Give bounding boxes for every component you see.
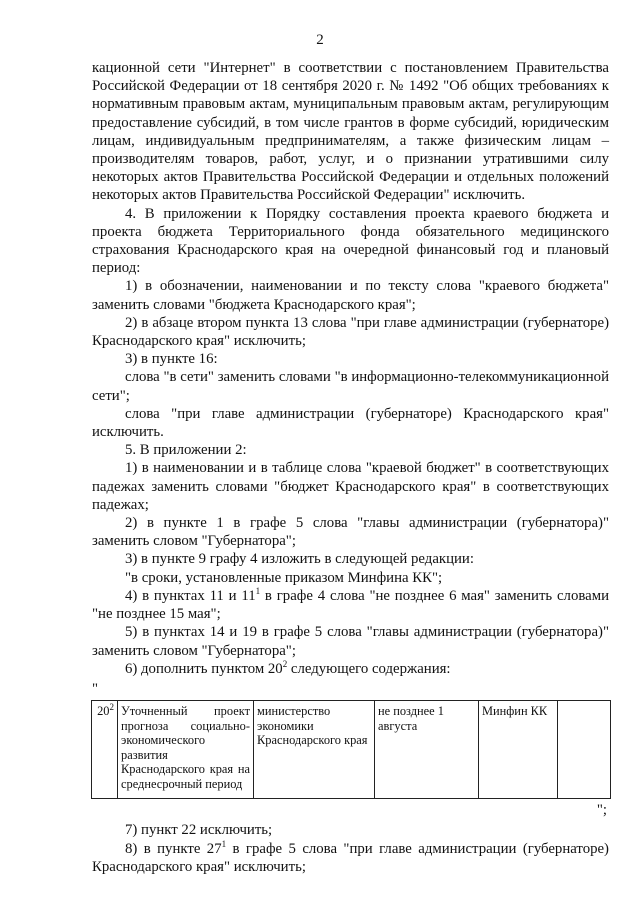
table-row bbox=[92, 700, 611, 799]
paragraph-item-7: 7) пункт 22 исключить; bbox=[125, 822, 273, 839]
document-body bbox=[92, 59, 609, 876]
row-number: 20 bbox=[97, 703, 110, 718]
paragraph-item-4-3: 3) в пункте 16: bbox=[125, 351, 218, 368]
item-5-6-text-start: 6) дополнить пунктом 20 bbox=[125, 660, 283, 677]
paragraph-item-4: 4. В приложении к Порядку составления проекта краевого бюджета и проекта бюджета Территориального фонда обязательного медицинского страхования Краснодарского края на очередной финансовый год и плановый период: bbox=[92, 205, 609, 277]
page-number: 2 bbox=[316, 32, 324, 48]
paragraph-item-5-3: 3) в пункте 9 графу 4 изложить в следующей редакции: bbox=[125, 551, 474, 568]
item-8-text-end: в графе 5 слова "при главе администрации (губернаторе) Краснодарского края" исключить; bbox=[92, 840, 609, 875]
paragraph-item-4-1: 1) в обозначении, наименовании и по тексту слова "краевого бюджета" заменить словами "бюджета Краснодарского края"; bbox=[92, 278, 609, 313]
item-5-6-superscript: 2 bbox=[282, 658, 288, 669]
row-number-superscript: 2 bbox=[109, 701, 114, 712]
paragraph-item-5-5: 5) в пунктах 14 и 19 в графе 5 слова "главы администрации (губернатора)" заменить словом "Губернатора"; bbox=[92, 624, 609, 659]
paragraph-item-5-2: 2) в пункте 1 в графе 5 слова "главы администрации (губернатора)" заменить словом "Губернатора"; bbox=[92, 515, 609, 550]
paragraph-item-4-3a: слова "в сети" заменить словами "в информационно-телекоммуникационной сети"; bbox=[92, 369, 609, 404]
item-5-4-superscript: 1 bbox=[255, 585, 261, 596]
paragraph-item-8 bbox=[92, 840, 609, 876]
opening-quote: " bbox=[92, 680, 99, 697]
item-8-superscript: 1 bbox=[221, 838, 227, 849]
item-5-6-text-end: следующего содержания: bbox=[287, 660, 451, 677]
item-5-4-text-end: в графе 4 слова "не позднее 6 мая" заменить словами "не позднее 15 мая"; bbox=[92, 587, 609, 623]
paragraph-item-4-3b: слова "при главе администрации (губернаторе) Краснодарского края" исключить. bbox=[92, 405, 609, 441]
cell-extra bbox=[558, 700, 611, 799]
paragraph-intro: кационной сети "Интернет" в соответствии с постановлением Правительства Российской Федерации от 18 сентября 2020 г. № 1492 "Об общих требованиях к нормативным правовым актам, муниципальным правовым актам, регулирующим предоставление субсидий, в том числе грантов в форме субсидий, юридическим лицам, индивидуальным предпринимателям, а также физическим лицам – производителям товаров, работ, услуг, и о признании утратившими силу некоторых актов Правительства Российской Федерации и отдельных положений некоторых актов Правительства Российской Федерации" исключить. bbox=[92, 60, 609, 204]
paragraph-item-5-6 bbox=[92, 660, 609, 678]
paragraph-item-5-1: 1) в наименовании и в таблице слова "краевой бюджет" в соответствующих падежах заменить словами "бюджет Краснодарского края" в соответствующих падежах; bbox=[92, 460, 609, 513]
paragraph-item-4-2: 2) в абзаце втором пункта 13 слова "при главе администрации (губернаторе) Краснодарского края" исключить; bbox=[92, 314, 609, 350]
closing-quote: "; bbox=[596, 802, 607, 819]
cell-name: Уточненный проект прогноза социально-экономического развития Краснодарского края на среднесрочный период bbox=[118, 700, 254, 799]
cell-responsible: министерство экономики Краснодарского края bbox=[254, 700, 375, 799]
paragraph-item-5-4 bbox=[92, 587, 609, 623]
cell-recipient: Минфин КК bbox=[479, 700, 558, 799]
cell-number bbox=[92, 700, 118, 799]
item-8-text-start: 8) в пункте 27 bbox=[125, 840, 222, 857]
paragraph-item-5-3a: "в сроки, установленные приказом Минфина КК"; bbox=[125, 569, 443, 586]
cell-deadline: не позднее 1 августа bbox=[375, 700, 479, 799]
paragraph-item-5: 5. В приложении 2: bbox=[125, 442, 247, 459]
item-5-4-text-start: 4) в пунктах 11 и 11 bbox=[125, 587, 256, 604]
inserted-table bbox=[91, 700, 611, 800]
